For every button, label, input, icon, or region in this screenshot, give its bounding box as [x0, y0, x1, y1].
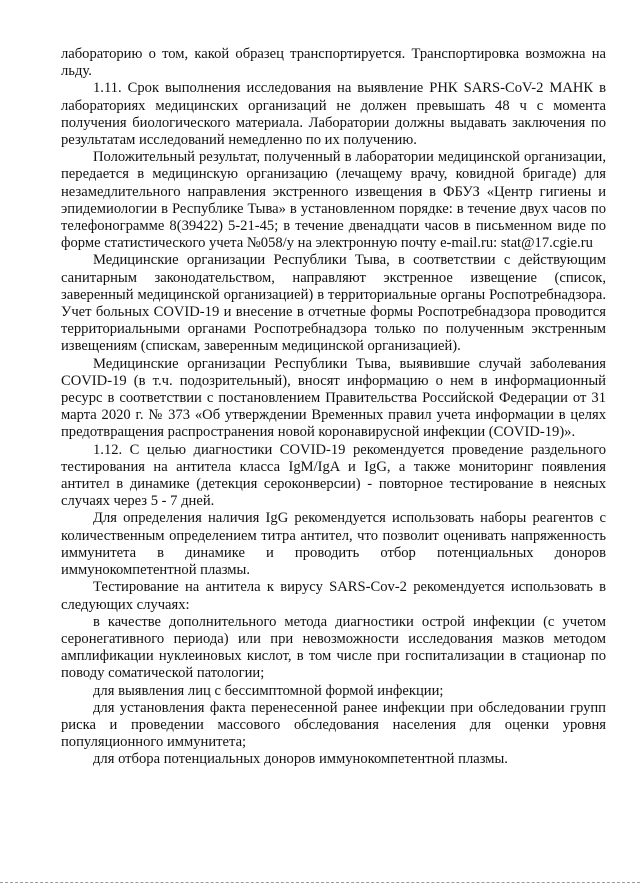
paragraph-transport-continuation: лабораторию о том, какой образец транспортируется. Транспортировка возможна на льду.: [61, 46, 606, 80]
paragraph-testing-cases-intro: Тестирование на антитела к вирусу SARS-Cov-2 рекомендуется использовать в следующих случаях:: [61, 579, 606, 613]
list-item: для установления факта перенесенной ранее инфекции при обследовании групп риска и проведении массового обследования населения для оценки уровня популяционного иммунитета;: [61, 699, 606, 751]
list-item: в качестве дополнительного метода диагностики острой инфекции (с учетом серонегативного периода) или при невозможности исследования мазков методом амплификации нуклеиновых кислот, в том числе при госпитализации в стационар по поводу соматической патологии;: [61, 613, 606, 682]
paragraph-information-resource: Медицинские организации Республики Тыва, выявившие случай заболевания COVID-19 (в т.ч. подозрительный), вносят информацию о нем в информационный ресурс в соответствии с постановлением Правительства Российской Федерации от 31 марта 2020 г. № 373 «Об утверждении Временных правил учета информации в целях предотвращения распространения новой коронавирусной инфекции (COVID-19)».: [61, 355, 606, 441]
list-item: для выявления лиц с бессимптомной формой инфекции;: [93, 682, 444, 699]
paragraph-1-12-antibody-testing: 1.12. С целью диагностики COVID-19 рекомендуется проведение раздельного тестирования на антитела класса IgM/IgA и IgG, а также мониторинг появления антител в динамике (детекция сероконверсии) - повторное тестирование в неясных случаях через 5 - 7 дней.: [61, 441, 606, 510]
paragraph-igg-reagents: Для определения наличия IgG рекомендуется использовать наборы реагентов с количественным определением титра антител, что позволит оценивать напряженность иммунитета в динамике и проводить отбор потенциальных доноров иммунокомпетентной плазмы.: [61, 510, 606, 579]
page-bottom-edge: [0, 882, 640, 883]
paragraph-emergency-notice: Медицинские организации Республики Тыва, в соответствии с действующим санитарным законодательством, направляют экстренное извещение (список, заверенный медицинской организацией) в территориальные органы Роспотребнадзора. Учет больных COVID-19 и внесение в отчетные формы Роспотребнадзора проводится территориальными органами Роспотребнадзора только по полученным экстренным извещениям (спискам, заверенным медицинской организацией).: [61, 252, 606, 355]
paragraph-1-11-deadline: 1.11. Срок выполнения исследования на выявление РНК SARS-CoV-2 МАНК в лабораториях медицинских организаций не должен превышать 48 ч с момента получения биологического материала. Лаборатории должны выдавать заключения по результатам исследований немедленно по их получению.: [61, 80, 606, 149]
paragraph-positive-result: Положительный результат, полученный в лаборатории медицинской организации, передается в медицинскую организацию (лечащему врачу, ковидной бригаде) для незамедлительного направления экстренного извещения в ФБУЗ «Центр гигиены и эпидемиологии в Республике Тыва» в установленном порядке: в течение двух часов по телефонограмме 8(39422) 5-21-45; в течение двенадцати часов в письменном виде по форме статистического учета №058/у на электронную почту e-mail.ru: stat@17.cgie.ru: [61, 149, 606, 252]
list-item: для отбора потенциальных доноров иммунокомпетентной плазмы.: [93, 751, 508, 768]
